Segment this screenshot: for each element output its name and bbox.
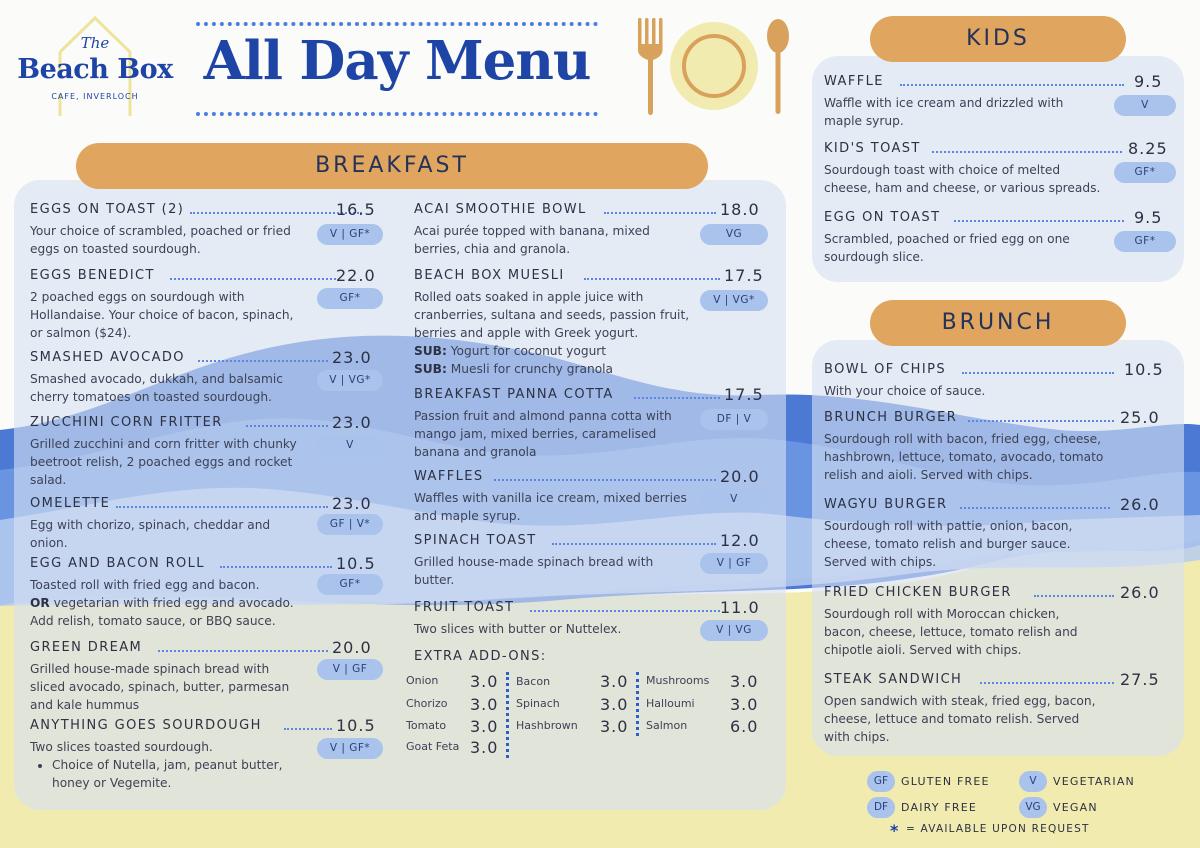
- item-description: Passion fruit and almond panna cotta with mango jam, mixed berries, caramelised banana and granola: [414, 409, 672, 459]
- item-price: 20.0: [720, 467, 760, 486]
- legend-label-vg: VEGAN: [1053, 801, 1098, 814]
- item-price: 9.5: [1134, 208, 1163, 227]
- dietary-badge: V | VG*: [317, 370, 383, 391]
- item-name: WAFFLE: [824, 74, 884, 89]
- addon-name: Spinach: [516, 697, 560, 710]
- leader-dots: [116, 506, 328, 508]
- fork-icon: [638, 18, 663, 115]
- item-name: ANYTHING GOES SOURDOUGH: [30, 718, 262, 733]
- leader-dots: [932, 151, 1122, 153]
- dietary-badge: GF*: [1114, 162, 1176, 183]
- item-price: 26.0: [1120, 583, 1160, 602]
- leader-dots: [968, 420, 1114, 422]
- item-description: Sourdough roll with pattie, onion, bacon, cheese, tomato relish and burger sauce. Served with chips.: [824, 519, 1073, 569]
- addon-price: 3.0: [600, 672, 629, 691]
- leader-dots: [494, 479, 716, 481]
- item-name: SPINACH TOAST: [414, 533, 537, 548]
- dietary-badge: VG: [700, 224, 768, 245]
- item-price: 23.0: [332, 413, 372, 432]
- item-price: 12.0: [720, 531, 760, 550]
- item-description: Two slices toasted sourdough. • Choice of Nutella, jam, peanut butter, honey or Vegemite.: [30, 738, 315, 792]
- item-description: Grilled house-made spinach bread with sliced avocado, spinach, butter, parmesan and kale hummus: [30, 662, 290, 712]
- addon-price: 6.0: [730, 717, 759, 736]
- addon-divider: [506, 672, 509, 758]
- legend-label-df: DAIRY FREE: [901, 801, 978, 814]
- item-name: EGGS ON TOAST (2): [30, 202, 185, 217]
- item-description: Waffles with vanilla ice cream, mixed berries and maple syrup.: [414, 491, 687, 523]
- item-description: Smashed avocado, dukkah, and balsamic cherry tomatoes on toasted sourdough.: [30, 372, 283, 404]
- item-description: Your choice of scrambled, poached or fried eggs on toasted sourdough.: [30, 224, 291, 256]
- dietary-badge: DF | V: [700, 409, 768, 430]
- item-description: Sourdough roll with bacon, fried egg, cheese, hashbrown, lettuce, tomato, avocado, tomato relish and aioli. Served with chips.: [824, 432, 1104, 482]
- item-price: 10.5: [336, 716, 376, 735]
- item-price: 22.0: [336, 266, 376, 285]
- addons-title: EXTRA ADD-ONS:: [414, 649, 547, 664]
- item-description: Grilled zucchini and corn fritter with chunky beetroot relish, 2 poached eggs and rocket salad.: [30, 437, 297, 487]
- item-price: 26.0: [1120, 495, 1160, 514]
- item-name: ACAI SMOOTHIE BOWL: [414, 202, 587, 217]
- item-name: EGGS BENEDICT: [30, 268, 155, 283]
- item-name: STEAK SANDWICH: [824, 672, 963, 687]
- item-description: Waffle with ice cream and drizzled with maple syrup.: [824, 96, 1064, 128]
- leader-dots: [634, 397, 720, 399]
- dietary-badge: V | GF*: [317, 224, 383, 245]
- item-description: Egg with chorizo, spinach, cheddar and onion.: [30, 518, 271, 550]
- dietary-badge: V | GF: [317, 659, 383, 680]
- item-description: 2 poached eggs on sourdough with Hollandaise. Your choice of bacon, spinach, or salmon ($24).: [30, 290, 294, 340]
- item-name: KID'S TOAST: [824, 141, 921, 156]
- item-price: 9.5: [1134, 72, 1163, 91]
- leader-dots: [584, 278, 720, 280]
- kids-heading: KIDS: [870, 16, 1126, 62]
- leader-dots: [284, 728, 332, 730]
- brand-name: Beach Box: [17, 54, 173, 85]
- dietary-badge: V | GF: [700, 553, 768, 574]
- item-price: 18.0: [720, 200, 760, 219]
- leader-dots: [900, 84, 1124, 86]
- brand-the: The: [80, 34, 110, 52]
- plate-icon: [670, 22, 758, 110]
- legend-label-gf: GLUTEN FREE: [901, 775, 990, 788]
- item-price: 16.5: [336, 200, 376, 219]
- item-name: FRIED CHICKEN BURGER: [824, 585, 1012, 600]
- item-price: 23.0: [332, 348, 372, 367]
- addon-name: Tomato: [406, 719, 447, 732]
- leader-dots: [604, 212, 716, 214]
- addon-name: Bacon: [516, 675, 551, 688]
- item-description: Scrambled, poached or fried egg on one sourdough slice.: [824, 232, 1070, 264]
- item-description: Sourdough roll with Moroccan chicken, bacon, cheese, lettuce, tomato relish and chipotle aioli. Served with chips.: [824, 607, 1078, 657]
- dietary-badge: GF*: [317, 288, 383, 309]
- dietary-badge: V: [700, 489, 768, 510]
- item-description: Two slices with butter or Nuttelex.: [414, 622, 622, 636]
- addon-price: 3.0: [470, 695, 499, 714]
- item-price: 10.5: [336, 554, 376, 573]
- item-price: 25.0: [1120, 408, 1160, 427]
- leader-dots: [170, 278, 336, 280]
- item-price: 8.25: [1128, 139, 1168, 158]
- item-description: Toasted roll with fried egg and bacon. OR vegetarian with fried egg and avocado. Add relish, tomato sauce, or BBQ sauce.: [30, 578, 294, 628]
- addon-name: Chorizo: [406, 697, 448, 710]
- item-price: 11.0: [720, 598, 760, 617]
- leader-dots: [198, 360, 328, 362]
- dietary-badge: V: [317, 435, 383, 456]
- item-name: EGG AND BACON ROLL: [30, 556, 205, 571]
- choice-bullet-list: • Choice of Nutella, jam, peanut butter, honey or Vegemite.: [52, 756, 315, 792]
- dietary-badge: GF*: [317, 574, 383, 595]
- leader-dots: [158, 650, 328, 652]
- breakfast-heading: BREAKFAST: [76, 143, 708, 189]
- leader-dots: [1034, 595, 1114, 597]
- dietary-badge: V | VG*: [700, 290, 768, 311]
- addon-name: Hashbrown: [516, 719, 578, 732]
- item-price: 17.5: [724, 385, 764, 404]
- dietary-badge: GF | V*: [317, 514, 383, 535]
- addon-price: 3.0: [600, 695, 629, 714]
- item-name: SMASHED AVOCADO: [30, 350, 185, 365]
- item-price: 23.0: [332, 494, 372, 513]
- item-name: OMELETTE: [30, 496, 111, 511]
- legend-badge-v: V: [1019, 771, 1047, 792]
- addon-name: Onion: [406, 674, 439, 687]
- leader-dots: [552, 543, 716, 545]
- title-dots-bottom: [196, 112, 598, 116]
- addon-divider: [636, 672, 639, 736]
- item-name: BOWL OF CHIPS: [824, 362, 946, 377]
- leader-dots: [220, 566, 332, 568]
- legend-badge-df: DF: [867, 797, 895, 818]
- legend-badge-vg: VG: [1019, 797, 1047, 818]
- item-description: Grilled house-made spinach bread with butter.: [414, 555, 654, 587]
- item-description: Open sandwich with steak, fried egg, bacon, cheese, lettuce and tomato relish. Served with chips.: [824, 694, 1096, 744]
- brand-logo: [14, 14, 176, 118]
- addon-price: 3.0: [730, 695, 759, 714]
- item-name: BRUNCH BURGER: [824, 410, 958, 425]
- item-name: GREEN DREAM: [30, 640, 143, 655]
- item-name: ZUCCHINI CORN FRITTER: [30, 415, 223, 430]
- addon-price: 3.0: [470, 717, 499, 736]
- leader-dots: [246, 425, 328, 427]
- item-name: WAGYU BURGER: [824, 497, 948, 512]
- dietary-badge: GF*: [1114, 231, 1176, 252]
- leader-dots: [530, 610, 720, 612]
- legend-note: = AVAILABLE UPON REQUEST: [906, 823, 1090, 835]
- legend-badge-gf: GF: [867, 771, 895, 792]
- item-name: EGG ON TOAST: [824, 210, 941, 225]
- item-price: 10.5: [1124, 360, 1164, 379]
- brunch-heading: BRUNCH: [870, 300, 1126, 346]
- addon-price: 3.0: [470, 672, 499, 691]
- cutlery-illustration: [634, 14, 804, 118]
- item-name: BEACH BOX MUESLI: [414, 268, 565, 283]
- item-description: Acai purée topped with banana, mixed berries, chia and granola.: [414, 224, 650, 256]
- dietary-badge: V: [1114, 95, 1176, 116]
- page-title: All Day Menu: [203, 30, 591, 92]
- item-name: BREAKFAST PANNA COTTA: [414, 387, 614, 402]
- addon-price: 3.0: [600, 717, 629, 736]
- addon-price: 3.0: [470, 738, 499, 757]
- item-description: Sourdough toast with choice of melted cheese, ham and cheese, or various spreads.: [824, 163, 1101, 195]
- addon-name: Goat Feta: [406, 740, 460, 753]
- item-price: 27.5: [1120, 670, 1160, 689]
- brand-subtitle: CAFE, INVERLOCH: [51, 92, 139, 101]
- item-price: 17.5: [724, 266, 764, 285]
- addon-price: 3.0: [730, 672, 759, 691]
- item-name: FRUIT TOAST: [414, 600, 515, 615]
- leader-dots: [962, 372, 1114, 374]
- item-name: WAFFLES: [414, 469, 484, 484]
- addon-name: Halloumi: [646, 697, 695, 710]
- leader-dots: [954, 220, 1124, 222]
- spoon-icon: [767, 19, 789, 114]
- item-price: 20.0: [332, 638, 372, 657]
- asterisk-icon: *: [890, 821, 899, 840]
- title-dots-top: [196, 22, 598, 26]
- addon-name: Salmon: [646, 719, 688, 732]
- item-description: Rolled oats soaked in apple juice with cranberries, sultana and seeds, passion fruit, berries and apple with Greek yogurt. SUB: Yogurt for coconut yogurt SUB: Muesli for crunchy granola: [414, 290, 690, 376]
- item-description: With your choice of sauce.: [824, 384, 986, 398]
- dietary-badge: V | VG: [700, 620, 768, 641]
- addon-name: Mushrooms: [646, 674, 710, 687]
- leader-dots: [980, 682, 1114, 684]
- dietary-badge: V | GF*: [317, 738, 383, 759]
- leader-dots: [960, 507, 1110, 509]
- legend-label-v: VEGETARIAN: [1053, 775, 1135, 788]
